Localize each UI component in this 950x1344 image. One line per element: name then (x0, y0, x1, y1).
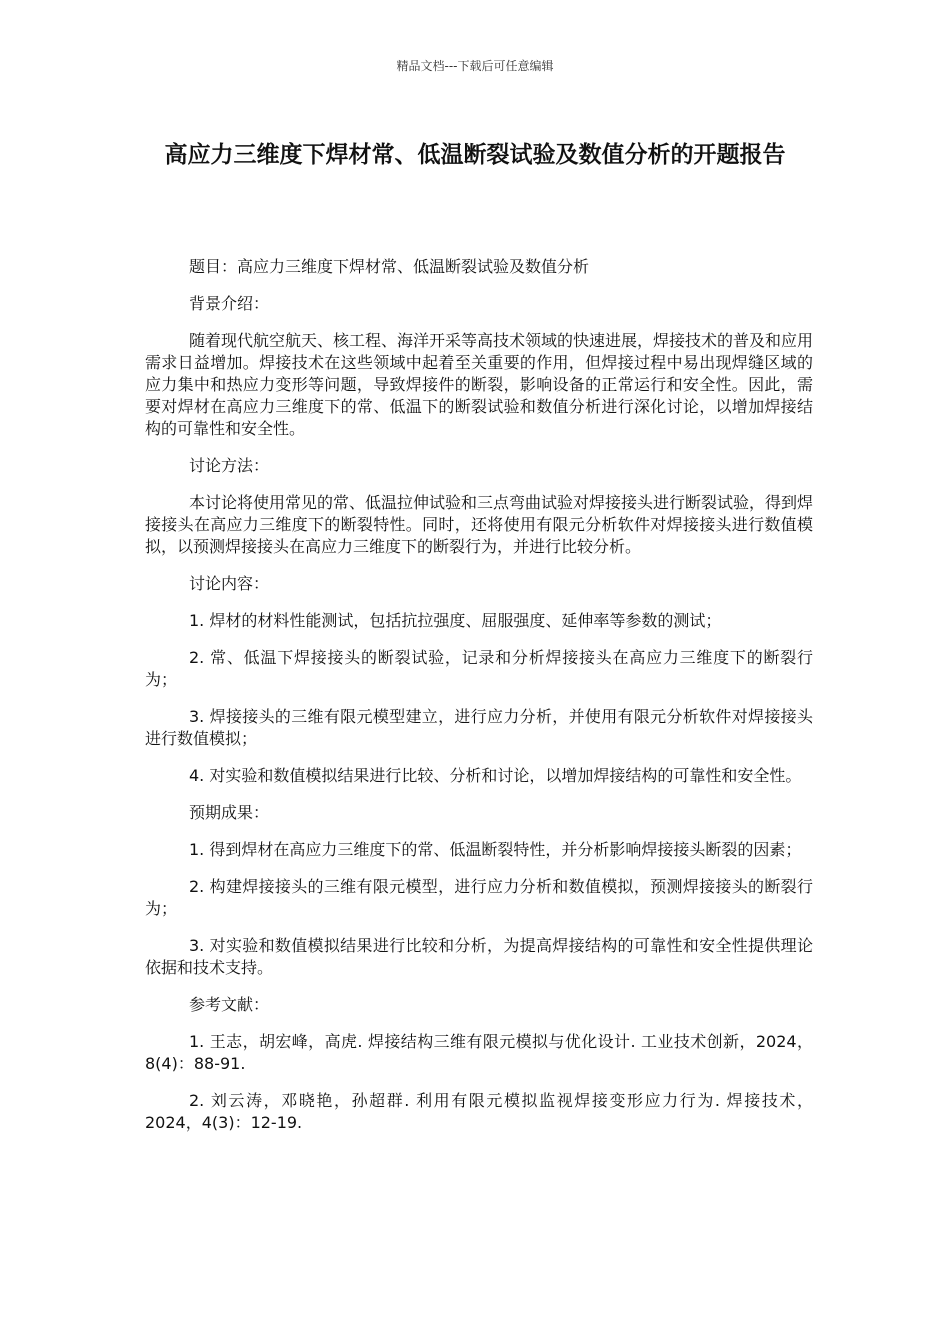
results-item: 3. 对实验和数值模拟结果进行比较和分析，为提高焊接结构的可靠性和安全性提供理论依据和技术支持。 (145, 936, 813, 977)
content-item: 3. 焊接接头的三维有限元模型建立，进行应力分析，并使用有限元分析软件对焊接接头进行数值模拟； (145, 707, 813, 748)
content-heading: 讨论内容： (189, 574, 270, 593)
content-item: 4. 对实验和数值模拟结果进行比较、分析和讨论，以增加焊接结构的可靠性和安全性。 (189, 766, 802, 785)
results-item: 1. 得到焊材在高应力三维度下的常、低温断裂特性，并分析影响焊接接头断裂的因素； (189, 840, 802, 859)
reference-item: 2. 刘云涛，邓晓艳，孙超群. 利用有限元模拟监视焊接变形应力行为. 焊接技术，2024，4(3)：12-19. (145, 1091, 813, 1132)
background-heading: 背景介绍： (189, 294, 270, 313)
topic-line: 题目：高应力三维度下焊材常、低温断裂试验及数值分析 (189, 257, 590, 276)
method-heading: 讨论方法： (189, 456, 270, 475)
content-item: 2. 常、低温下焊接接头的断裂试验，记录和分析焊接接头在高应力三维度下的断裂行为； (145, 648, 813, 689)
results-heading: 预期成果： (189, 803, 270, 822)
results-item: 2. 构建焊接接头的三维有限元模型，进行应力分析和数值模拟，预测焊接接头的断裂行为； (145, 877, 813, 918)
document-title: 高应力三维度下焊材常、低温断裂试验及数值分析的开题报告 (164, 142, 786, 168)
reference-item: 1. 王志，胡宏峰，高虎. 焊接结构三维有限元模拟与优化设计. 工业技术创新，2024，8(4)：88-91. (145, 1032, 813, 1073)
method-paragraph: 本讨论将使用常见的常、低温拉伸试验和三点弯曲试验对焊接接头进行断裂试验，得到焊接接头在高应力三维度下的断裂特性。同时，还将使用有限元分析软件对焊接接头进行数值模拟，以预测焊接接头在高应力三维度下的断裂行为，并进行比较分析。 (145, 493, 814, 556)
header-note: 精品文档---下载后可任意编辑 (396, 59, 554, 73)
background-paragraph: 随着现代航空航天、核工程、海洋开采等高技术领域的快速进展，焊接技术的普及和应用需求日益增加。焊接技术在这些领域中起着至关重要的作用，但焊接过程中易出现焊缝区域的应力集中和热应力变形等问题，导致焊接件的断裂，影响设备的正常运行和安全性。因此，需要对焊材在高应力三维度下的常、低温下的断裂试验和数值分析进行深化讨论，以增加焊接结构的可靠性和安全性。 (145, 331, 814, 438)
references-heading: 参考文献： (189, 995, 270, 1014)
content-item: 1. 焊材的材料性能测试，包括抗拉强度、屈服强度、延伸率等参数的测试； (189, 611, 722, 630)
document-body (145, 256, 813, 1149)
